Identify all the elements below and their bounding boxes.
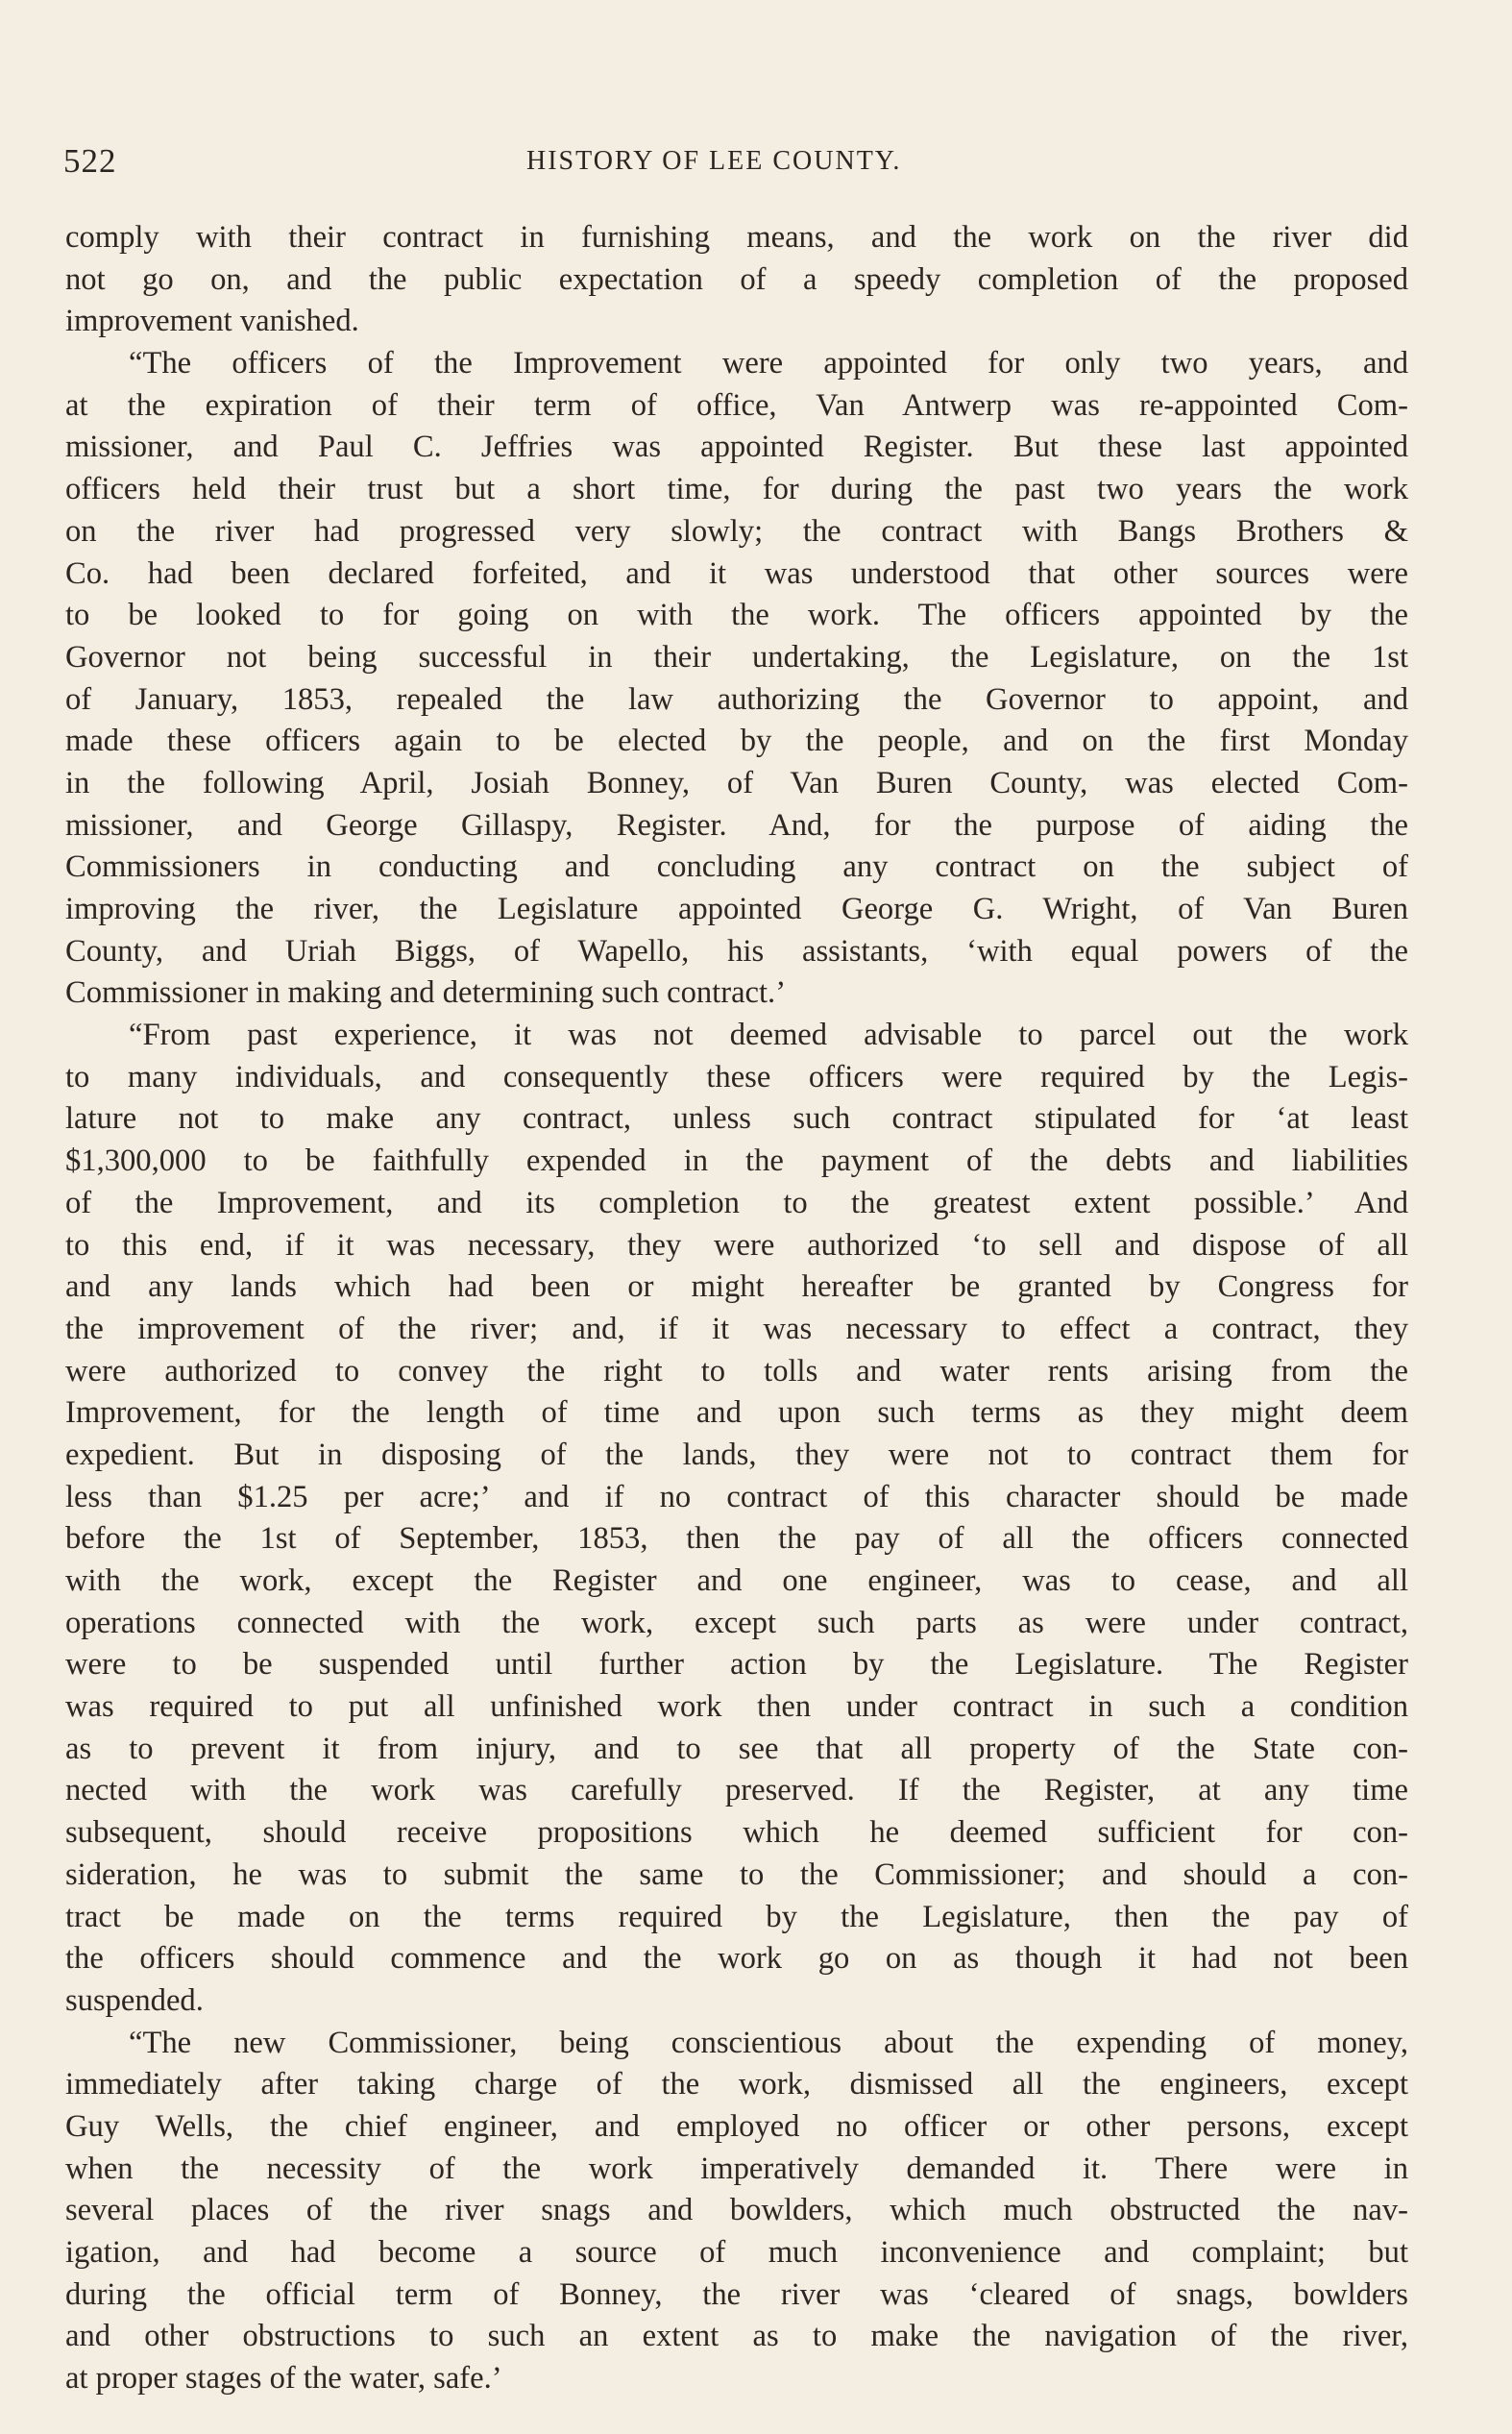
text-line: and any lands which had been or might hereafter be granted by Congress for [65, 1269, 1408, 1305]
text-line: to many individuals, and consequently these officers were required by the Legis- [65, 1059, 1408, 1094]
text-line: nected with the work was carefully preserved. If the Register, at any time [65, 1773, 1408, 1808]
text-line: to this end, if it was necessary, they were authorized ‘to sell and dispose of all [65, 1227, 1408, 1263]
text-line: less than $1.25 per acre;’ and if no contract of this character should be made [65, 1479, 1408, 1514]
text-line: and other obstructions to such an extent as to make the navigation of the river, [65, 2319, 1408, 2354]
text-line: $1,300,000 to be faithfully expended in the payment of the debts and liabilities [65, 1143, 1408, 1179]
text-line: were authorized to convey the right to tolls and water rents arising from the [65, 1353, 1408, 1389]
text-line: improving the river, the Legislature appointed George G. Wright, of Van Buren [65, 892, 1408, 926]
text-line: tract be made on the terms required by the Legislature, then the pay of [65, 1899, 1408, 1934]
text-line: officers held their trust but a short time, for during the past two years the work [65, 472, 1408, 507]
page-header [63, 142, 1408, 181]
text-line: Commissioners in conducting and concluding any contract on the subject of [65, 849, 1408, 885]
text-line: to be looked to for going on with the work. The officers appointed by the [65, 598, 1408, 633]
text-line: before the 1st of September, 1853, then the pay of all the officers connected [65, 1521, 1408, 1557]
text-line: not go on, and the public expectation of a speedy completion of the proposed [65, 261, 1408, 297]
text-line: made these officers again to be elected by the people, and on the first Monday [65, 724, 1408, 759]
text-line: missioner, and George Gillaspy, Register. And, for the purpose of aiding the [65, 807, 1408, 843]
text-line: were to be suspended until further action by the Legislature. The Register [65, 1647, 1408, 1683]
text-line: of January, 1853, repealed the law authorizing the Governor to appoint, and [65, 681, 1408, 717]
text-line: during the official term of Bonney, the river was ‘cleared of snags, bowlders [65, 2276, 1408, 2312]
text-line: “The new Commissioner, being conscientious about the expending of money, [129, 2025, 1408, 2060]
text-line: in the following April, Josiah Bonney, of Van Buren County, was elected Com- [65, 765, 1408, 800]
text-line: with the work, except the Register and one engineer, was to cease, and all [65, 1563, 1408, 1598]
text-line: on the river had progressed very slowly; the contract with Bangs Brothers & [65, 513, 1408, 549]
text-line: Guy Wells, the chief engineer, and employed no officer or other persons, except [65, 2108, 1408, 2144]
text-line: at the expiration of their term of office, Van Antwerp was re-appointed Com- [65, 387, 1408, 423]
text-line: several places of the river snags and bowlders, which much obstructed the nav- [65, 2193, 1408, 2228]
text-line: comply with their contract in furnishing means, and the work on the river did [65, 220, 1408, 255]
text-line: igation, and had become a source of much inconvenience and complaint; but [65, 2235, 1408, 2270]
text-line: as to prevent it from injury, and to see that all property of the State con- [65, 1731, 1408, 1766]
text-line: Governor not being successful in their undertaking, the Legislature, on the 1st [65, 639, 1408, 675]
text-line: sideration, he was to submit the same to the Commissioner; and should a con- [65, 1856, 1408, 1892]
page-number: 522 [63, 142, 117, 180]
text-line: Co. had been declared forfeited, and it was understood that other sources were [65, 555, 1408, 591]
text-line: “The officers of the Improvement were appointed for only two years, and [129, 346, 1408, 381]
text-line: improvement vanished. [65, 304, 359, 339]
text-line: expedient. But in disposing of the lands, they were not to contract them for [65, 1437, 1408, 1472]
text-line: operations connected with the work, except such parts as were under contract, [65, 1605, 1408, 1640]
text-line: suspended. [65, 1982, 204, 2018]
text-line: the officers should commence and the work go on as though it had not been [65, 1941, 1408, 1977]
text-line: “From past experience, it was not deemed advisable to parcel out the work [129, 1018, 1408, 1053]
text-line: lature not to make any contract, unless such contract stipulated for ‘at least [65, 1101, 1408, 1137]
text-line: subsequent, should receive propositions which he deemed sufficient for con- [65, 1815, 1408, 1851]
text-line: was required to put all unfinished work then under contract in such a condition [65, 1689, 1408, 1725]
text-line: missioner, and Paul C. Jeffries was appointed Register. But these last appointed [65, 430, 1408, 465]
text-line: at proper stages of the water, safe.’ [65, 2361, 502, 2397]
text-line: the improvement of the river; and, if it was necessary to effect a contract, they [65, 1311, 1408, 1346]
text-line: Commissioner in making and determining such contract.’ [65, 975, 787, 1011]
text-line: immediately after taking charge of the work, dismissed all the engineers, except [65, 2067, 1408, 2102]
body-text [65, 217, 1408, 2400]
text-line: of the Improvement, and its completion to the greatest extent possible.’ And [65, 1185, 1408, 1220]
text-line: Improvement, for the length of time and upon such terms as they might deem [65, 1395, 1408, 1431]
text-line: when the necessity of the work imperatively demanded it. There were in [65, 2151, 1408, 2186]
running-head: HISTORY OF LEE COUNTY. [526, 146, 902, 176]
text-line: County, and Uriah Biggs, of Wapello, his assistants, ‘with equal powers of the [65, 933, 1408, 969]
